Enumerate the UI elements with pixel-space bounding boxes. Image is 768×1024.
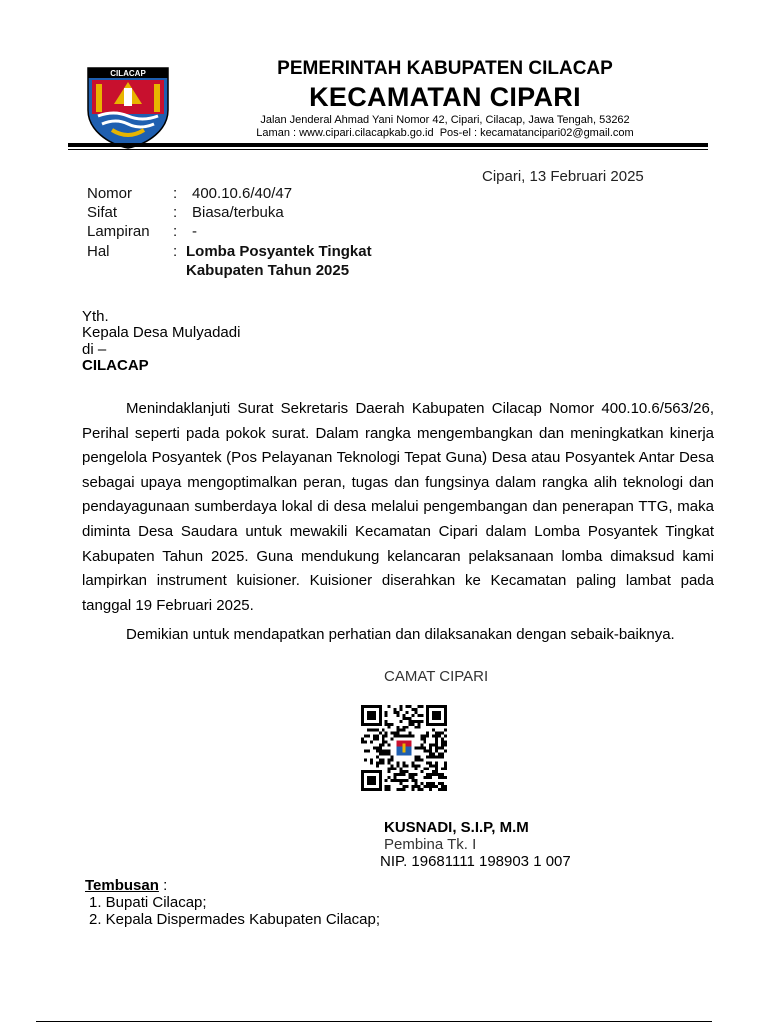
cc-list-item: 2. Kepala Dispermades Kabupaten Cilacap; <box>89 911 381 928</box>
recipient-salutation: Yth. <box>82 308 109 325</box>
recipient-di: di – <box>82 341 107 358</box>
letterhead-office-name: KECAMATAN CIPARI <box>309 82 581 112</box>
signatory-title: CAMAT CIPARI <box>384 668 489 685</box>
signatory-rank: Pembina Tk. I <box>384 836 477 853</box>
meta-label-sifat: Sifat <box>87 204 118 221</box>
meta-value-lampiran: - <box>192 223 197 240</box>
letterhead-address: Jalan Jenderal Ahmad Yani Nomor 42, Cipari, Cilacap, Jawa Tengah, 53262 <box>260 114 630 126</box>
cc-heading-colon: : <box>158 877 168 894</box>
letter-closing: Demikian untuk mendapatkan perhatian dan dilaksanakan dengan sebaik-baiknya. <box>126 626 675 643</box>
qr-code-signature-icon <box>360 705 448 791</box>
letterhead-government-name: PEMERINTAH KABUPATEN CILACAP <box>277 58 613 79</box>
meta-label-hal: Hal <box>87 243 110 260</box>
letterhead-contact: Laman : www.cipari.cilacapkab.go.id Pos-el : kecamatancipari02@gmail.com <box>256 127 634 139</box>
signatory-nip: NIP. 19681111 198903 1 007 <box>380 853 571 870</box>
meta-colon: : <box>173 204 178 221</box>
meta-value-nomor: 400.10.6/40/47 <box>192 185 293 202</box>
cc-heading <box>85 877 167 894</box>
meta-colon: : <box>173 185 178 202</box>
svg-text:CILACAP: CILACAP <box>110 69 146 78</box>
meta-value-sifat: Biasa/terbuka <box>192 204 284 221</box>
meta-label-nomor: Nomor <box>87 185 133 202</box>
recipient-place: CILACAP <box>82 357 149 374</box>
page-bottom-rule <box>36 1021 712 1022</box>
meta-value-hal-line2: Kabupaten Tahun 2025 <box>186 262 350 279</box>
letter-body-paragraph: Menindaklanjuti Surat Sekretaris Daerah Kabupaten Cilacap Nomor 400.10.6/563/26, Perihal seperti pada pokok surat. Dalam rangka mengembangkan dan meningkatkan kinerja pengelola Posyantek (Pos Pelayanan Teknologi Tepat Guna) Desa atau Posyantek Antar Desa sebagai upaya mengoptimalkan peran, tugas dan fungsinya dalam rangka alih teknologi dan pendayagunaan sumberdaya lokal di desa melalui pengembangan dan penerapan TTG, maka diminta Desa Saudara untuk mewakili Kecamatan Cipari dalam Lomba Posyantek Tingkat Kabupaten Tahun 2025. Guna mendukung kelancaran pelaksanaan lomba dimaksud kami lampirkan instrument kuisioner. Kuisioner diserahkan ke Kecamatan paling lambat pada tanggal 19 Februari 2025. <box>82 400 714 614</box>
cc-list-item: 1. Bupati Cilacap; <box>89 894 207 911</box>
meta-colon: : <box>173 223 178 240</box>
cilacap-coat-of-arms-logo <box>84 64 172 150</box>
letter-date: Cipari, 13 Februari 2025 <box>482 168 644 185</box>
cc-heading-label: Tembusan <box>85 877 159 894</box>
signatory-name: KUSNADI, S.I.P, M.M <box>384 819 529 836</box>
letterhead-divider-thin <box>68 149 708 150</box>
meta-colon: : <box>173 243 178 260</box>
letterhead-divider-thick <box>68 143 708 147</box>
recipient-name: Kepala Desa Mulyadadi <box>82 324 241 341</box>
meta-value-hal: Lomba Posyantek Tingkat <box>186 243 372 260</box>
meta-label-lampiran: Lampiran <box>87 223 150 240</box>
